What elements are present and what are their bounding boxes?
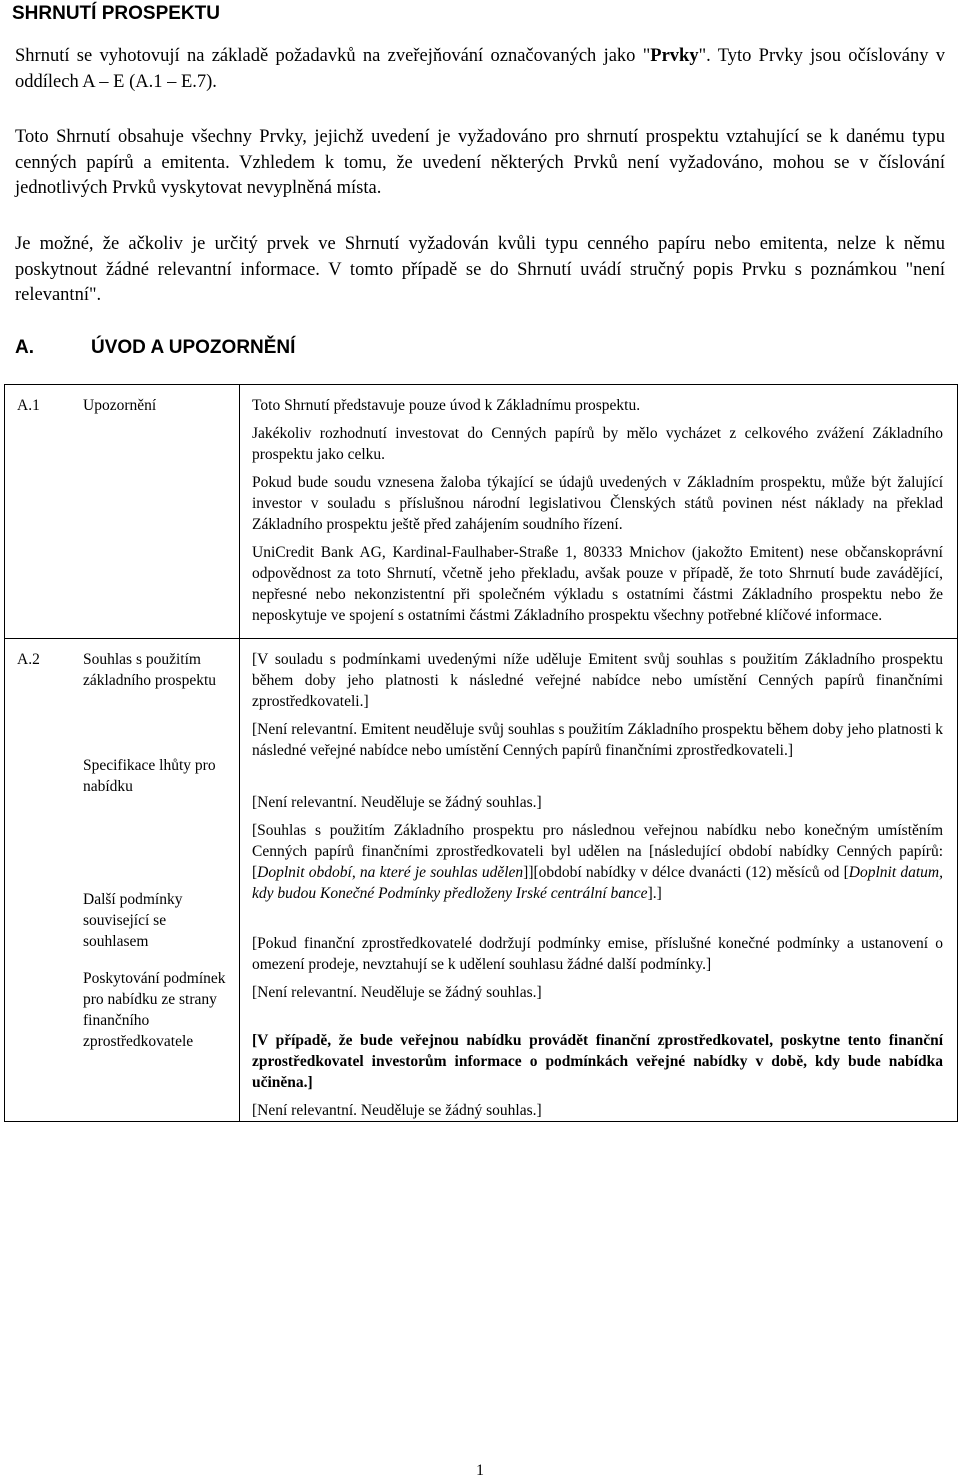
- intro-paragraph-2: Toto Shrnutí obsahuje všechny Prvky, jejichž uvedení je vyžadováno pro shrnutí prospektu vztahující se k danému typu cenných papírů a emitenta. Vzhledem k tomu, že uvedení některých Prvků není vyžadováno, mohou se v číslování jednotlivých Prvků vyskytovat nevyplněná místa.: [15, 127, 945, 198]
- section-title: ÚVOD A UPOZORNĚNÍ: [91, 337, 296, 358]
- element-content: [240, 639, 958, 1122]
- page-title: SHRNUTÍ PROSPEKTU: [12, 3, 220, 24]
- prvky-term: Prvky: [650, 46, 699, 66]
- page-number: 1: [476, 1462, 484, 1479]
- label-consent: Souhlas s použitím základního prospektu: [83, 651, 217, 689]
- intro-paragraph-3: Je možné, že ačkoliv je určitý prvek ve Shrnutí vyžadován kvůli typu cenného papíru nebo emitenta, nelze k němu poskytnout žádné relevantní informace. V tomto případě se do Shrnutí uvádí stručný popis Prvku s poznámkou "není relevantní".: [15, 234, 945, 305]
- label-other-conditions: Další podmínky související se souhlasem: [83, 891, 183, 950]
- a1-paragraph: Jakékoliv rozhodnutí investovat do Cenných papírů by mělo vycházet z celkového zvážení Základního prospektu jako celku.: [252, 425, 943, 463]
- element-id: A.2: [5, 639, 76, 1122]
- a2-paragraph: [Není relevantní. Neuděluje se žádný souhlas.]: [252, 794, 542, 811]
- a2-paragraph: [Pokud finanční zprostředkovatelé dodržují podmínky emise, příslušné konečné podmínky a ustanovení o omezení prodeje, nevztahují se k udělení souhlasu žádné další podmínky.]: [252, 935, 943, 973]
- element-label: Upozornění: [75, 385, 240, 639]
- element-content: [240, 385, 958, 639]
- a2-paragraph: [Není relevantní. Neuděluje se žádný souhlas.]: [252, 984, 542, 1001]
- a2-paragraph: [Souhlas s použitím Základního prospektu pro následnou veřejnou nabídku nebo konečným umístěním Cenných papírů finančními zprostředkovateli byl udělen na [následující období nabídky Cenných papírů: [Doplnit období, na které je souhlas udělen]][období nabídky v délce dvanácti (12) měsíců od [Doplnit datum, kdy budou Konečné Podmínky předloženy Irské centrální bance].]: [252, 822, 943, 902]
- table-row-a2: [5, 639, 958, 1122]
- section-heading: [15, 335, 295, 361]
- element-id: A.1: [5, 385, 76, 639]
- a1-paragraph: Toto Shrnutí představuje pouze úvod k Základnímu prospektu.: [252, 397, 641, 414]
- a1-paragraph: UniCredit Bank AG, Kardinal-Faulhaber-Straße 1, 80333 Mnichov (jakožto Emitent) nese občanskoprávní odpovědnost za toto Shrnutí, včetně jeho překladu, avšak pouze v případě, že toto Shrnutí bude zavádějící, nepřesné nebo nekonzistentní při společném výkladu s ostatními částmi Základního prospektu nebo že neposkytuje ve spojení s ostatními částmi Základního prospektu všechny potřebné klíčové informace.: [252, 544, 943, 624]
- summary-table: [4, 384, 958, 1122]
- intro-paragraph-1: Shrnutí se vyhotovují na základě požadavků na zveřejňování označovaných jako "Prvky". Tyto Prvky jsou očíslovány v oddílech A – E (A.1 – E.7).: [15, 46, 945, 92]
- a2-paragraph: [V souladu s podmínkami uvedenými níže uděluje Emitent svůj souhlas s použitím Základního prospektu během doby jeho platnosti k následné veřejné nabídce nebo umístění Cenných papírů finančními zprostředkovateli.]: [252, 651, 943, 710]
- a1-paragraph: Pokud bude soudu vznesena žaloba týkající se údajů uvedených v Základním prospektu, může být žalující investor v souladu s příslušnou národní legislativou Členských států povinen nést náklady na překlad Základního prospektu ještě před zahájením soudního řízení.: [252, 474, 943, 533]
- table-row-a1: [5, 385, 958, 639]
- label-offer-terms: Poskytování podmínek pro nabídku ze strany finančního zprostředkovatele: [83, 970, 226, 1050]
- a2-paragraph: [V případě, že bude veřejnou nabídku provádět finanční zprostředkovatel, poskytne tento finanční zprostředkovatel investorům informace o podmínkách veřejné nabídky v době, kdy bude nabídka učiněna.]: [252, 1032, 943, 1091]
- a2-paragraph: [Není relevantní. Emitent neuděluje svůj souhlas s použitím Základního prospektu během doby jeho platnosti k následné veřejné nabídce nebo umístění Cenných papírů finančními zprostředkovateli.]: [252, 721, 943, 759]
- label-offer-period: Specifikace lhůty pro nabídku: [83, 757, 216, 795]
- element-label: [75, 639, 240, 1122]
- a2-paragraph: [Není relevantní. Neuděluje se žádný souhlas.]: [252, 1102, 542, 1119]
- section-letter: A.: [15, 337, 34, 358]
